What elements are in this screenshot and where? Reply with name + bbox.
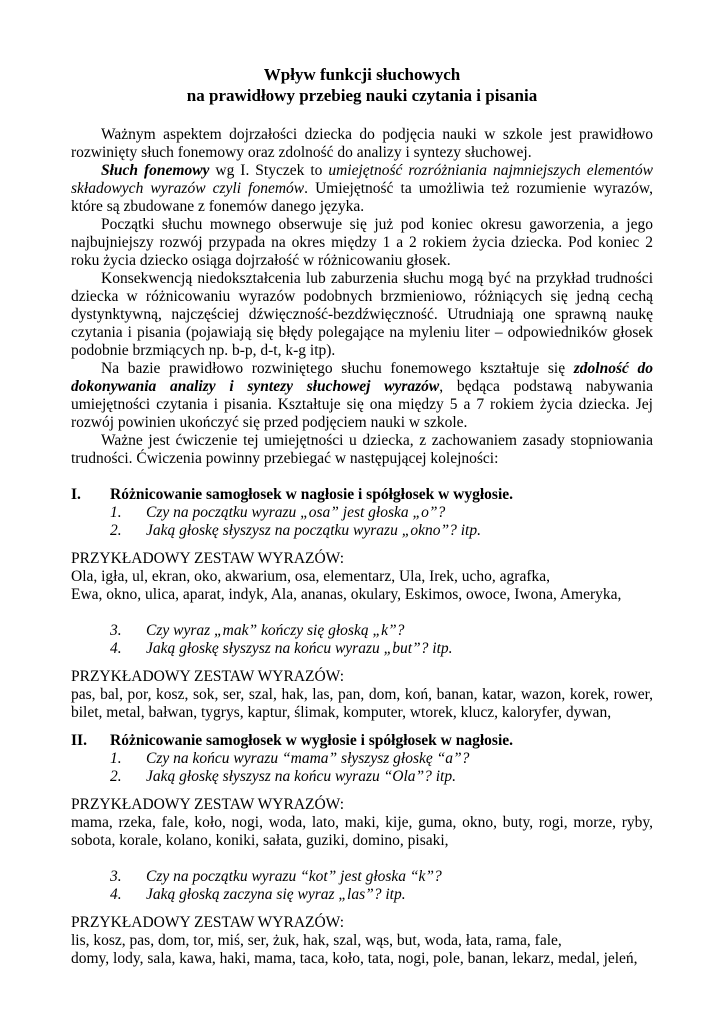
- text-run: Słuch fonemowy: [101, 162, 210, 179]
- question-item: [71, 750, 653, 768]
- section-title: Różnicowanie samogłosek w nagłosie i spółgłosek w wygłosie.: [110, 486, 514, 503]
- word-list-line: lis, kosz, pas, dom, tor, miś, ser, żuk, hak, szal, wąs, but, woda, łata, rama, fale,: [71, 932, 562, 949]
- text-run: Ważne jest ćwiczenie tej umiejętności u dziecka, z zachowaniem zasady stopniowania trudności. Ćwiczenia powinny przebiegać w następującej kolejności:: [71, 432, 653, 467]
- title-line-2: na prawidłowy przebieg nauki czytania i pisania: [186, 86, 538, 105]
- question-number: 3.: [110, 622, 122, 639]
- text-run: umiejętność rozróżniania najmniejszych elementów składowych wyrazów czyli fonemów: [71, 162, 654, 197]
- word-list-line: pas, bal, por, kosz, sok, ser, szal, hak, las, pan, dom, koń, banan, katar, wazon, korek, rower, bilet, metal, bałwan, tygrys, kaptur, ślimak, komputer, wtorek, klucz, kaloryfer, dywan,: [71, 686, 653, 721]
- section-number: I.: [71, 486, 81, 503]
- word-list-line: Ewa, okno, ulica, aparat, indyk, Ala, ananas, okulary, Eskimos, owoce, Iwona, Ameryka,: [71, 586, 622, 603]
- word-set-label: PRZYKŁADOWY ZESTAW WYRAZÓW:: [71, 796, 345, 813]
- word-set-label: PRZYKŁADOWY ZESTAW WYRAZÓW:: [71, 668, 345, 685]
- word-list: [71, 814, 653, 850]
- word-list-line: Ola, igła, ul, ekran, oko, akwarium, osa, elementarz, Ula, Irek, ucho, agrafka,: [71, 568, 551, 585]
- text-run: , będąca podstawą nabywania umiejętności czytania i pisania. Kształtuje się ona między 5 a 7 rokiem życia dziecka. Jej rozwój powinien ukończyć się przed podjęciem nauki w szkole.: [71, 378, 653, 431]
- section-heading: [71, 732, 653, 750]
- document-title: [71, 64, 653, 106]
- text-run: Ważnym aspektem dojrzałości dziecka do podjęcia nauki w szkole jest prawidłowo rozwinięty słuch fonemowy oraz zdolność do analizy i syntezy słuchowej.: [71, 126, 653, 161]
- question-text: Jaką głoskę słyszysz na początku wyrazu „okno”? itp.: [146, 522, 481, 539]
- title-line-1: Wpływ funkcji słuchowych: [263, 65, 461, 84]
- word-list-line: domy, lody, sala, kawa, haki, mama, taca, koło, tata, nogi, pole, banan, lekarz, medal, jeleń,: [71, 950, 638, 967]
- question-text: Jaką głoską zaczyna się wyraz „las”? itp.: [146, 886, 406, 903]
- word-list: [71, 568, 653, 604]
- question-text: Jaką głoskę słyszysz na końcu wyrazu „but”? itp.: [146, 640, 453, 657]
- question-item: [71, 522, 653, 540]
- paragraph: [71, 432, 653, 468]
- text-run: zdolność do dokonywania analizy i syntezy słuchowej wyrazów: [71, 360, 653, 395]
- question-number: 3.: [110, 868, 122, 885]
- question-text: Czy na początku wyrazu “kot” jest głoska “k”?: [146, 868, 442, 885]
- section-title: Różnicowanie samogłosek w wygłosie i spółgłosek w nagłosie.: [110, 732, 514, 749]
- question-number: 1.: [110, 750, 122, 767]
- section-number: II.: [71, 732, 87, 749]
- word-list-line: mama, rzeka, fale, koło, nogi, woda, lato, maki, kije, guma, okno, buty, rogi, morze, ryby, sobota, korale, kolano, koniki, sałata, guziki, domino, pisaki,: [71, 814, 653, 849]
- document-body: [71, 126, 653, 968]
- paragraph: [71, 360, 653, 432]
- question-item: [71, 886, 653, 904]
- question-number: 1.: [110, 504, 122, 521]
- question-text: Czy wyraz „mak” kończy się głoską „k”?: [146, 622, 405, 639]
- question-number: 2.: [110, 522, 122, 539]
- question-text: Czy na początku wyrazu „osa” jest głoska „o”?: [146, 504, 446, 521]
- text-run: wg I. Styczek to: [209, 162, 329, 179]
- question-number: 4.: [110, 640, 122, 657]
- text-run: Początki słuchu mownego obserwuje się już pod koniec okresu gaworzenia, a jego najbujniejszy rozwój przypada na okres między 1 a 2 rokiem życia dziecka. Pod koniec 2 roku życia dziecko osiąga dojrzałość w różnicowaniu głosek.: [71, 216, 653, 269]
- question-item: [71, 504, 653, 522]
- paragraph: [71, 270, 653, 360]
- question-item: [71, 768, 653, 786]
- text-run: Na bazie prawidłowo rozwiniętego słuchu fonemowego kształtuje się: [101, 360, 574, 377]
- question-number: 2.: [110, 768, 122, 785]
- paragraph: [71, 162, 653, 216]
- word-set-label: PRZYKŁADOWY ZESTAW WYRAZÓW:: [71, 550, 345, 567]
- paragraph: [71, 216, 653, 270]
- text-run: . Umiejętność ta umożliwia też rozumienie wyrazów, które są zbudowane z fonemów danego języka.: [71, 180, 653, 215]
- question-item: [71, 622, 653, 640]
- question-item: [71, 640, 653, 658]
- word-list: [71, 686, 653, 722]
- question-number: 4.: [110, 886, 122, 903]
- section-heading: [71, 486, 653, 504]
- question-text: Jaką głoskę słyszysz na końcu wyrazu “Ola”? itp.: [146, 768, 456, 785]
- text-run: Konsekwencją niedokształcenia lub zaburzenia słuchu mogą być na przykład trudności dziecka w różnicowaniu wyrazów podobnych brzmieniowo, różniących się jedną cechą dystynktywną, najczęściej dźwięczność-bezdźwięczność. Utrudniają one sprawną naukę czytania i pisania (pojawiają się błędy polegające na myleniu liter – odpowiedników głosek podobnie brzmiących np. b-p, d-t, k-g itp).: [71, 270, 653, 359]
- word-set-label: PRZYKŁADOWY ZESTAW WYRAZÓW:: [71, 914, 345, 931]
- question-text: Czy na końcu wyrazu “mama” słyszysz głoskę “a”?: [146, 750, 470, 767]
- word-list: [71, 932, 653, 968]
- paragraph: [71, 126, 653, 162]
- question-item: [71, 868, 653, 886]
